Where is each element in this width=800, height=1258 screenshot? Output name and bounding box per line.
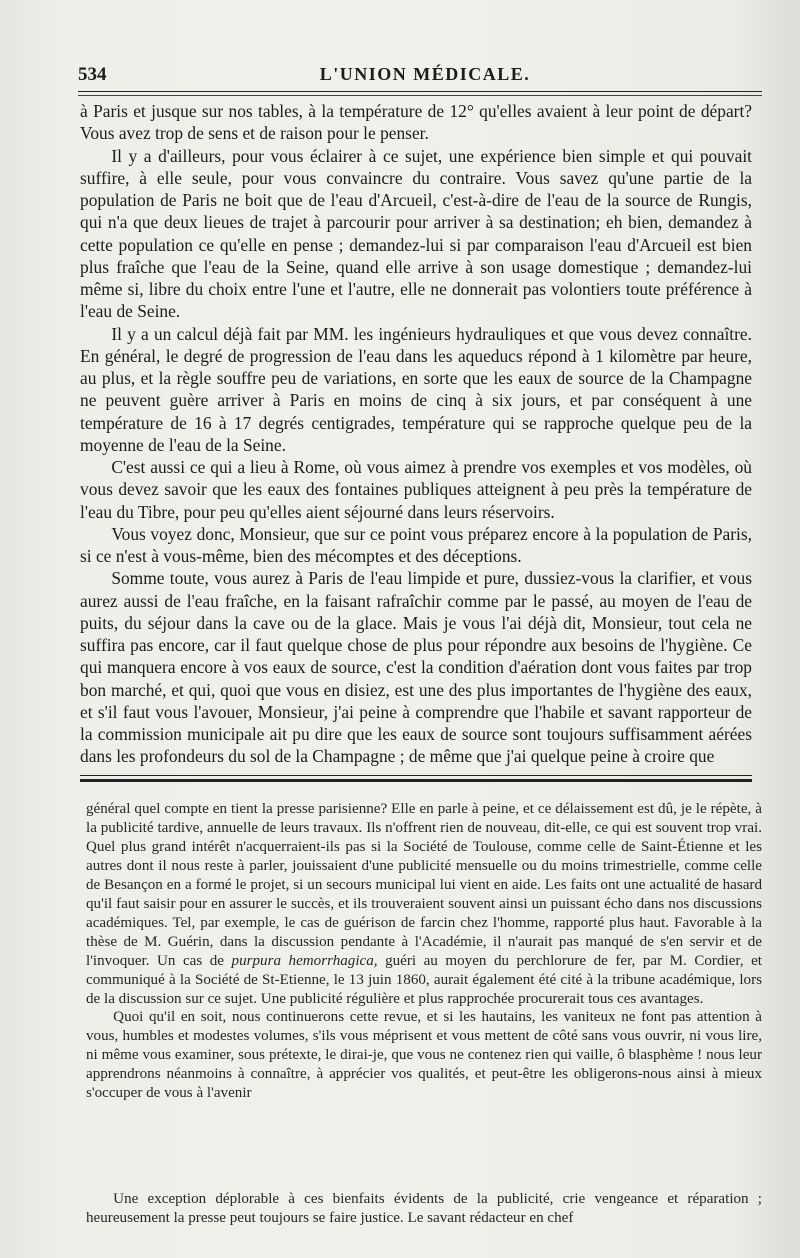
- page-header: [78, 60, 762, 90]
- footnote-text: général quel compte en tient la presse parisienne? Elle en parle à peine, et ce délaissement est dû, je le répète, à la publicité tardive, annuelle de leurs travaux. Ils n'offrent rien de nouveau, dit-elle, ce qui est souvent trop vrai. Quel plus grand intérêt n'acquerraient-ils pas si la Société de Toulouse, comme celle de Saint-Étienne et les autres dont il nous reste à parler, jouissaient d'une publicité mensuelle ou du moins trimestrielle, comme celle de Besançon en a formé le projet, si un secours municipal lui vient en aide. Les faits ont une actualité de hasard qu'il faut saisir pour en assurer le succès, et ils trouveraient souvent ainsi un puissant écho dans nos discussions académiques. Tel, par exemple, le cas de guérison de farcin chez l'homme, rapporté plus haut. Favorable à la thèse de M. Guérin, dans la discussion pendante à l'Académie, il n'aurait pas manqué de s'en servir et de l'invoquer. Un cas de: [86, 801, 762, 969]
- footnote-paragraph: Une exception déplorable à ces bienfaits évidents de la publicité, crie vengeance et réparation ; heureusement la presse peut toujours se faire justice. Le savant rédacteur en chef: [86, 1191, 762, 1227]
- main-text: [80, 100, 752, 768]
- header-rule-thin: [78, 95, 762, 96]
- paragraph: Il y a un calcul déjà fait par MM. les ingénieurs hydrauliques et que vous devez connaître. En général, le degré de progression de l'eau dans les aqueducs répond à 1 kilomètre par heure, au plus, et la règle souffre peu de variations, en sorte que les eaux de source de la Champagne ne peuvent guère arriver à Paris en moins de cinq à six jours, et par conséquent à une température de 16 à 17 degrés centigrades, température qui se rapproche quelque peu de la moyenne de l'eau de la Seine.: [80, 323, 752, 455]
- page-number: 534: [78, 64, 107, 85]
- paragraph: Il y a d'ailleurs, pour vous éclairer à ce sujet, une expérience bien simple et qui pouvait suffire, à elle seule, pour vous convaincre du contraire. Vous savez qu'une partie de la population de Paris ne boit que de l'eau d'Arcueil, c'est-à-dire de l'eau de la source de Rungis, qui n'a que deux lieues de trajet à parcourir pour arriver à sa destination; eh bien, demandez à cette population ce qu'elle en pense ; demandez-lui si par comparaison l'eau d'Arcueil est bien plus fraîche que l'eau de la Seine, quand elle arrive à son usage domestique ; demandez-lui même si, libre du choix entre l'une et l'autre, elle ne donnerait pas volontiers toute préférence à l'eau de Seine.: [80, 145, 752, 322]
- footnote-separator: [80, 775, 752, 776]
- header-rule: [78, 91, 762, 92]
- footnote-paragraph: [86, 800, 762, 1008]
- footnotes-continued: [86, 1190, 762, 1228]
- paragraph: à Paris et jusque sur nos tables, à la température de 12° qu'elles avaient à leur point de départ? Vous avez trop de sens et de raison pour le penser.: [80, 101, 752, 144]
- paragraph: Somme toute, vous aurez à Paris de l'eau limpide et pure, dussiez-vous la clarifier, et vous aurez aussi de l'eau fraîche, en la faisant rafraîchir comme par le passé, au moyen de l'eau de puits, du séjour dans la cave ou de la glace. Mais je vous l'ai déjà dit, Monsieur, tout cela ne suffira pas encore, car il faut quelque chose de plus pour répondre aux besoins de l'hygiène. Ce qui manquera encore à vos eaux de source, c'est la condition d'aération dont vous faites par trop bon marché, et qui, quoi que vous en disiez, est une des plus importantes de l'hygiène des eaux, et s'il faut vous l'avouer, Monsieur, j'ai peine à comprendre que l'habile et savant rapporteur de la commission municipale ait pu dire que les eaux de source sont toujours suffisamment aérées dans les profondeurs du sol de la Champagne ; de même que j'ai quelque peine à croire que: [80, 568, 752, 767]
- footnote-paragraph: Quoi qu'il en soit, nous continuerons cette revue, et si les hautains, les vaniteux ne font pas attention à vous, humbles et modestes volumes, s'ils vous méprisent et vous mettent de côté sans vous ouvrir, ni vous lire, ni même vous examiner, sous prétexte, le dirai-je, que vous ne contenez rien qui vaille, ô blasphème ! nous leur apprendrons néanmoins à connaître, à apprécier vos qualités, et peut-être les obligerons-nous ainsi à mieux s'occuper de vous à l'avenir: [86, 1009, 762, 1102]
- footnote-text: guéri au moyen du perchlorure de fer, par M. Cordier, et communiqué à la Société de St-Etienne, le 13 juin 1860, aurait également été cité à la tribune académique, lors de la discussion sur ce sujet. Une publicité régulière et plus rapprochée procurerait tous ces avantages.: [86, 952, 762, 1007]
- footnote-italic-term: purpura hemorrhagica,: [231, 952, 378, 969]
- paragraph: Vous voyez donc, Monsieur, que sur ce point vous préparez encore à la population de Paris, si ce n'est à vous-même, bien des mécomptes et des déceptions.: [80, 523, 752, 566]
- paragraph: C'est aussi ce qui a lieu à Rome, où vous aimez à prendre vos exemples et vos modèles, où vous devez savoir que les eaux des fontaines publiques atteignent à peu près la température de l'eau du Tibre, pour peu qu'elles aient séjourné dans leurs réservoirs.: [80, 457, 752, 522]
- footnotes: [86, 800, 762, 1103]
- running-title: L'UNION MÉDICALE.: [319, 64, 531, 84]
- footnote-separator-thick: [80, 779, 752, 782]
